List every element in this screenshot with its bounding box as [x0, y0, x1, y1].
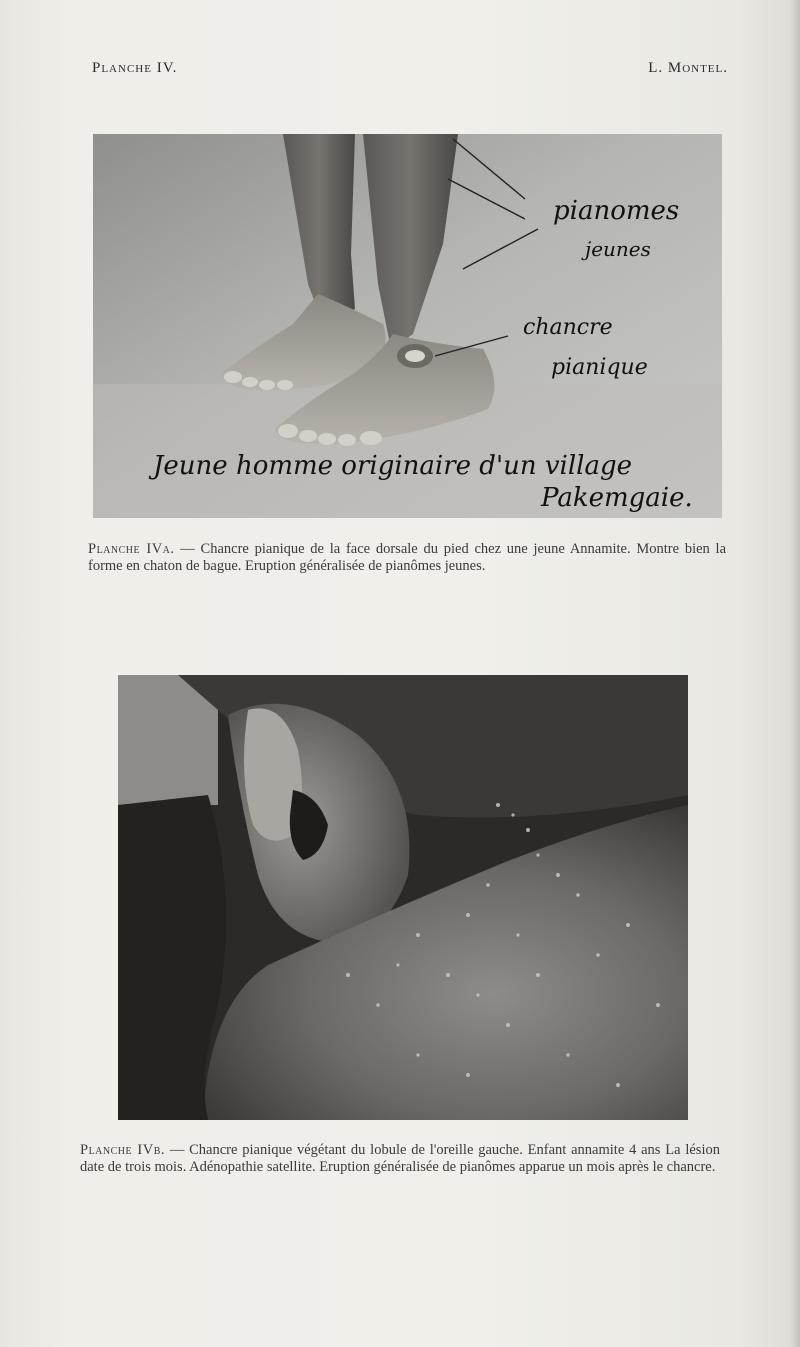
handwritten-caption-line2: Pakemgaie. — [541, 483, 693, 513]
photo-ear-shoulder — [118, 675, 688, 1120]
photo-feet — [93, 134, 722, 518]
handwritten-caption-line1: Jeune homme originaire d'un village — [153, 451, 633, 481]
handwritten-label-pianique: pianique — [551, 355, 648, 380]
plate-a-caption — [88, 541, 726, 575]
handwritten-label-chancre: chancre — [523, 315, 613, 340]
handwritten-label-jeunes: jeunes — [585, 237, 651, 261]
plate-b-caption-text: — Chancre pianique végétant du lobule de l'oreille gauche. Enfant annamite 4 ans La lésion date de trois mois. Adénopathie satellite. Eruption généralisée de pianômes apparue un mois après le chancre. — [80, 1142, 720, 1175]
plate-a-caption-text: — Chancre pianique de la face dorsale du pied chez une jeune Annamite. Montre bien la forme en chaton de bague. Eruption généralisée de pianômes jeunes. — [88, 541, 727, 574]
author-header: L. Montel. — [648, 60, 728, 76]
plate-b-caption — [80, 1142, 720, 1176]
page-edge-shadow — [790, 0, 800, 1347]
handwritten-label-pianomes: pianomes — [553, 196, 680, 226]
plate-b-caption-lead: Planche IVb. — [80, 1142, 166, 1158]
plate-header: Planche IV. — [92, 60, 178, 76]
plate-a-caption-lead: Planche IVa. — [88, 541, 175, 557]
